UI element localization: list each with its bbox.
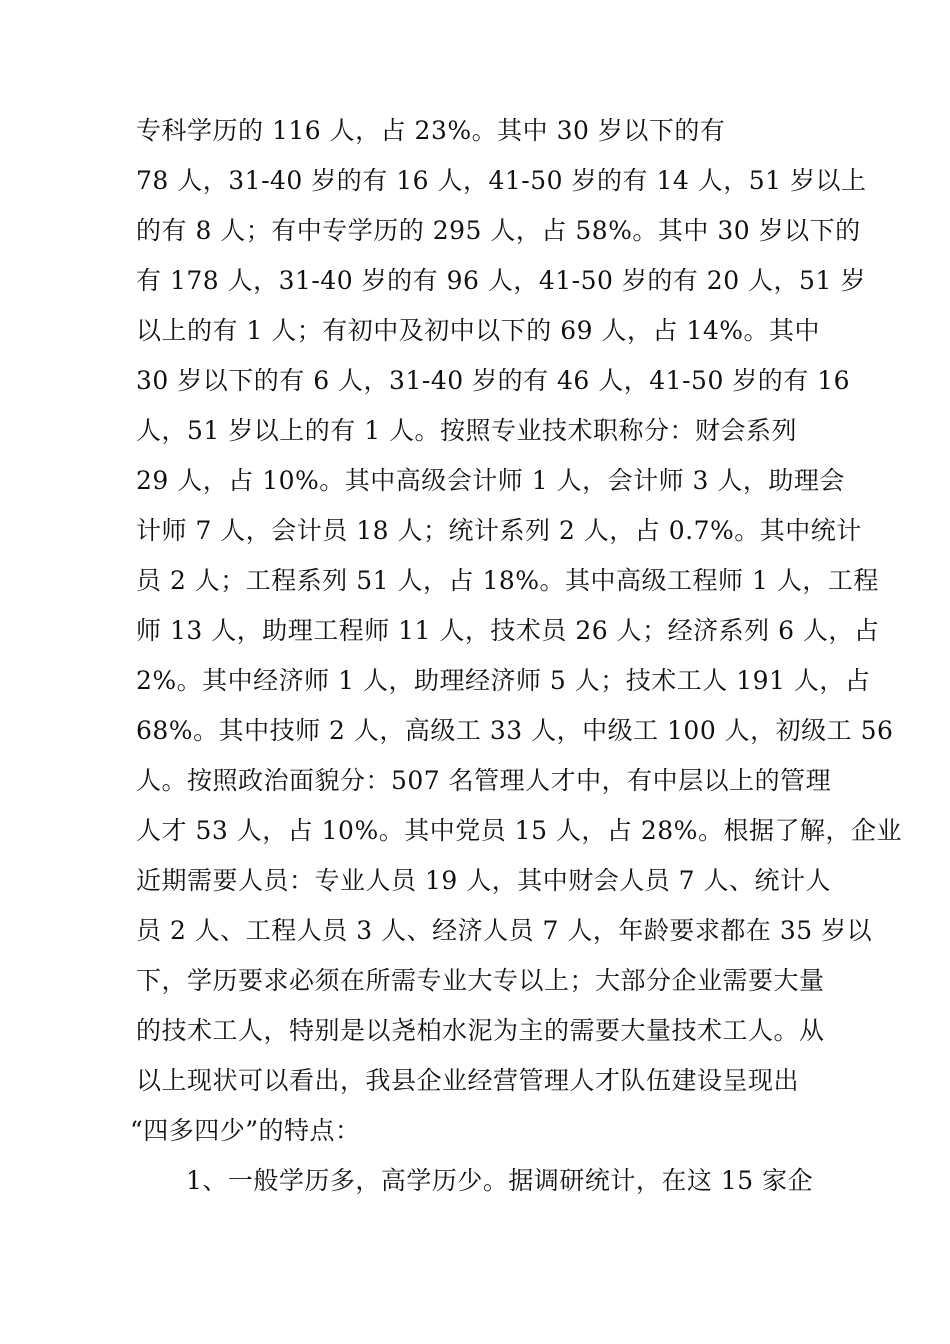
text-line-11: 师 13 人，助理工程师 11 人，技术员 26 人；经济系列 6 人，占 <box>136 616 880 645</box>
text-line-10: 员 2 人；工程系列 51 人，占 18%。其中高级工程师 1 人，工程 <box>136 566 879 595</box>
text-line-4: 有 178 人，31-40 岁的有 96 人，41-50 岁的有 20 人，51 岁 <box>136 266 866 295</box>
text-line-1: 专科学历的 116 人，占 23%。其中 30 岁以下的有 <box>136 116 726 145</box>
text-line-6: 30 岁以下的有 6 人，31-40 岁的有 46 人，41-50 岁的有 16 <box>136 366 851 395</box>
text-line-22: 1、一般学历多，高学历少。据调研统计，在这 15 家企 <box>186 1166 814 1195</box>
text-line-18: 下，学历要求必须在所需专业大专以上；大部分企业需要大量 <box>136 966 825 995</box>
text-line-15: 人才 53 人，占 10%。其中党员 15 人，占 28%。根据了解，企业 <box>136 816 902 845</box>
text-line-2: 78 人，31-40 岁的有 16 人，41-50 岁的有 14 人，51 岁以上 <box>136 166 867 195</box>
text-line-8: 29 人，占 10%。其中高级会计师 1 人，会计师 3 人，助理会 <box>136 466 845 495</box>
text-line-20: 以上现状可以看出，我县企业经营管理人才队伍建设呈现出 <box>136 1066 800 1095</box>
text-line-19: 的技术工人，特别是以尧柏水泥为主的需要大量技术工人。从 <box>136 1016 825 1045</box>
text-line-17: 员 2 人、工程人员 3 人、经济人员 7 人，年龄要求都在 35 岁以 <box>136 916 873 945</box>
text-line-9: 计师 7 人，会计员 18 人；统计系列 2 人，占 0.7%。其中统计 <box>136 516 862 545</box>
text-line-16: 近期需要人员：专业人员 19 人，其中财会人员 7 人、统计人 <box>136 866 832 895</box>
text-line-7: 人，51 岁以上的有 1 人。按照专业技术职称分：财会系列 <box>136 416 798 445</box>
text-line-12: 2%。其中经济师 1 人，助理经济师 5 人；技术工人 191 人，占 <box>136 666 871 695</box>
text-line-14: 人。按照政治面貌分：507 名管理人才中，有中层以上的管理 <box>136 766 832 795</box>
text-line-5: 以上的有 1 人；有初中及初中以下的 69 人，占 14%。其中 <box>136 316 821 345</box>
text-line-13: 68%。其中技师 2 人，高级工 33 人，中级工 100 人，初级工 56 <box>136 716 894 745</box>
text-line-3: 的有 8 人；有中专学历的 295 人，占 58%。其中 30 岁以下的 <box>136 216 861 245</box>
text-line-21: “四多四少”的特点： <box>130 1116 361 1145</box>
